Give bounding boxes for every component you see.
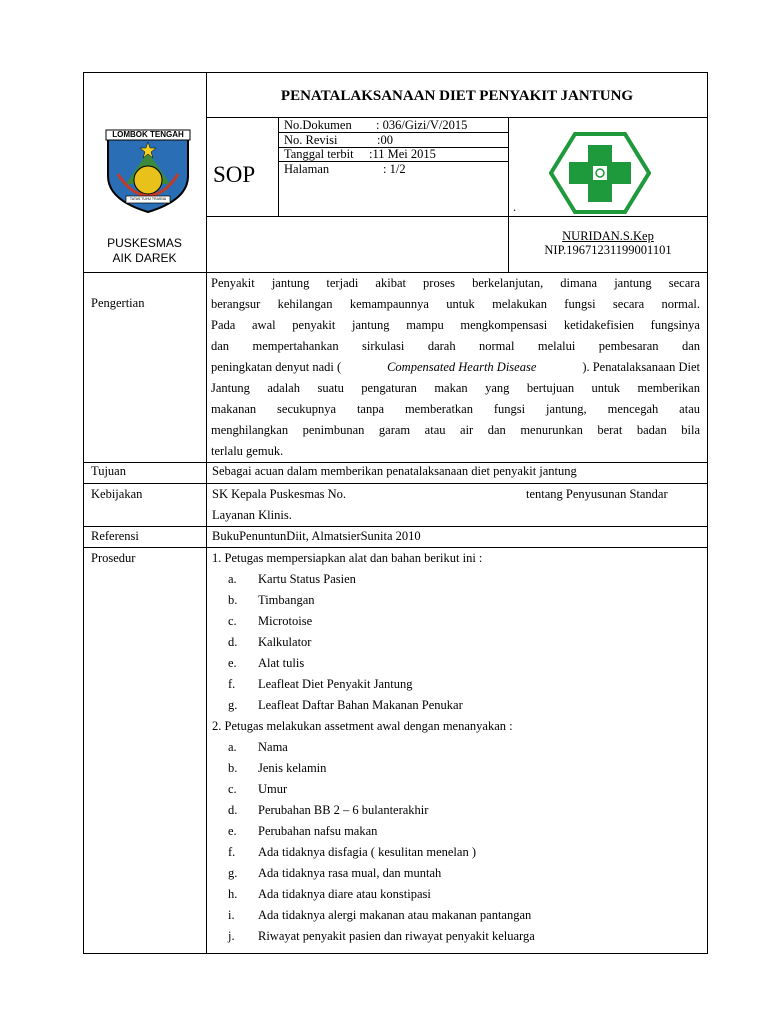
list-item: b. Jenis kelamin: [228, 761, 327, 775]
list-item: a. Nama: [228, 740, 288, 754]
list-item: g. Leafleat Daftar Bahan Makanan Penukar: [228, 698, 463, 712]
tujuan-text: Sebagai acuan dalam memberikan penatalaksanaan diet penyakit jantung: [212, 464, 577, 478]
list-item: g. Ada tidaknya rasa mual, dan muntah: [228, 866, 442, 880]
list-item: e. Alat tulis: [228, 656, 305, 670]
document-title: PENATALAKSANAAN DIET PENYAKIT JANTUNG: [280, 88, 634, 104]
sop-label: SOP: [213, 162, 256, 187]
list-item: i. Ada tidaknya alergi makanan atau makanan pantangan: [228, 908, 532, 922]
list-item: c. Umur: [228, 782, 288, 796]
logo-text: LOMBOK TENGAH: [112, 130, 184, 139]
list-item: f. Ada tidaknya disfagia ( kesulitan menelan ): [228, 845, 476, 859]
dot-mark: .: [513, 200, 517, 214]
list-item: d. Kalkulator: [228, 635, 312, 649]
list-item: d. Perubahan BB 2 – 6 bulanterakhir: [228, 803, 429, 817]
lombok-tengah-logo: [100, 124, 196, 216]
list-item: a. Kartu Status Pasien: [228, 572, 356, 586]
list-item: j. Riwayat penyakit pasien dan riwayat penyakit keluarga: [228, 929, 535, 943]
kebijakan-text-right: tentang Penyusunan Standar: [526, 487, 668, 501]
kebijakan-text-line2: Layanan Klinis.: [212, 508, 292, 522]
list-item: c. Microtoise: [228, 614, 313, 628]
prosedur-label: Prosedur: [91, 551, 136, 565]
kebijakan-text-left: SK Kepala Puskesmas No.: [212, 487, 347, 501]
pengertian-label: Pengertian: [91, 296, 145, 310]
list-item: e. Perubahan nafsu makan: [228, 824, 378, 838]
list-item: h. Ada tidaknya diare atau konstipasi: [228, 887, 431, 901]
tujuan-label: Tujuan: [91, 464, 126, 478]
prosedur-step-1: 1. Petugas mempersiapkan alat dan bahan berikut ini :: [212, 551, 483, 565]
pengertian-text: Penyakit jantung terjadi akibat proses berkelanjutan, dimana jantung secara berangsur kehilangan kemampaunnya untuk melakukan fungsi secara normal. Pada awal penyakit jantung mampu mengkompensasi ketidakefisien fungsinya dan mempertahankan sirkulasi darah normal melalui pembesaran dan peningkatan denyut nadi ( Compensated Hearth Disease ). Penatalaksanaan Diet Jantung adalah suatu pengaturan makan yang bertujuan untuk memberikan makanan secukupnya tanpa memberatkan fungsi jantung, mencegah atau menghilangkan penimbunan garam atau air dan menurunkan berat badan bila terlalu gemuk.: [211, 276, 700, 458]
list-item: b. Timbangan: [228, 593, 315, 607]
referensi-label: Referensi: [91, 529, 139, 543]
prosedur-step-2: 2. Petugas melakukan assetment awal dengan menanyakan :: [212, 719, 513, 733]
puskesmas-cross-logo: [549, 132, 651, 214]
signatory: [508, 229, 708, 257]
list-item: f. Leafleat Diet Penyakit Jantung: [228, 677, 413, 691]
signatory-nip: NIP.19671231199001101: [544, 243, 672, 257]
logo-subtext: TATAS TUHU TRASNA: [129, 197, 167, 201]
kebijakan-label: Kebijakan: [91, 487, 143, 501]
puskesmas-name: PUSKESMAS AIK DAREK: [107, 236, 182, 265]
signatory-name: NURIDAN.S.Kep: [562, 229, 654, 243]
referensi-text: BukuPenuntunDiit, AlmatsierSunita 2010: [212, 529, 421, 543]
